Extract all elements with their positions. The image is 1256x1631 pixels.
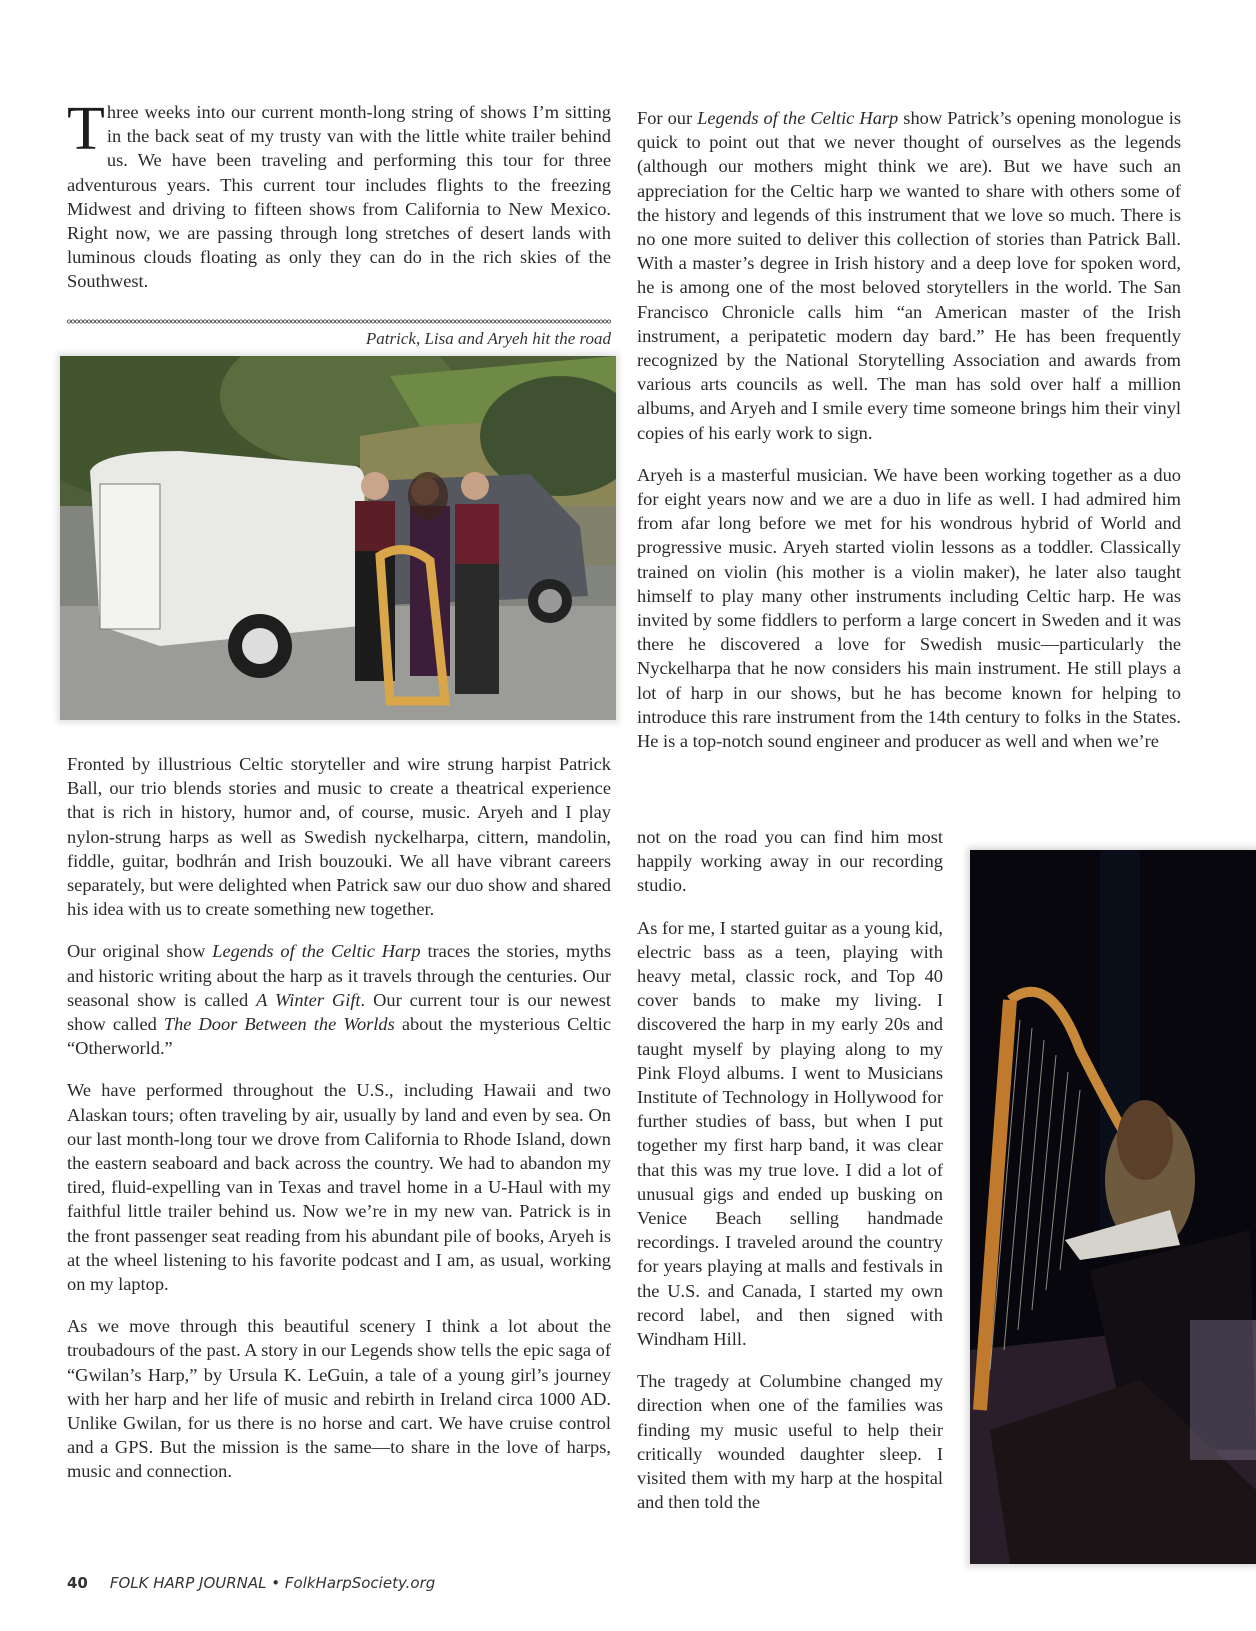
left-column-body bbox=[67, 752, 611, 1502]
trio-with-trailer-photo bbox=[60, 356, 616, 720]
text-run: . Our current tour is our newest show called bbox=[67, 989, 611, 1035]
text-run: traces the stories, myths and historic writing about the harp as it travels through the centuries. Our seasonal show is called bbox=[67, 941, 611, 1010]
paragraph-trio: Fronted by illustrious Celtic storyteller and wire strung harpist Patrick Ball, our trio blends stories and music to create a theatrical experience that is rich in history, humor and, of course, music. Aryeh and I play nylon-strung harps as well as Swedish nyckelharpa, cittern, mandolin, fiddle, guitar, bodhrán and Irish bouzouki. We all have vibrant careers separately, but were delighted when Patrick saw our duo show and shared his idea with us to create something new together. bbox=[67, 754, 611, 920]
right-column-body bbox=[637, 106, 1181, 771]
paragraph-shows bbox=[67, 939, 611, 1060]
paragraph-patrick bbox=[637, 106, 1181, 445]
paragraph-me: As for me, I started guitar as a young kid, electric bass as a teen, playing with heavy metal, classic rock, and Top 40 cover bands to make my living. I discovered the harp in my early 20s and taught myself by playing along to my Pink Floyd albums. I went to Musicians Institute of Technology in Hollywood for further studies of bass, but when I put together my first harp band, it was clear that this was my true love. I did a lot of unusual gigs and ended up busking on Venice Beach selling handmade recordings. I traveled around the country for years playing at malls and festivals in the U.S. and Canada, I started my own record label, and then signed with Windham Hill. bbox=[637, 917, 943, 1350]
photo-illustration bbox=[970, 850, 1256, 1564]
right-column-narrow bbox=[637, 825, 943, 1532]
ornamental-divider bbox=[67, 318, 611, 325]
show-title: A Winter Gift bbox=[256, 989, 361, 1010]
intro-paragraph bbox=[67, 95, 611, 312]
journal-title: FOLK HARP JOURNAL • FolkHarpSociety.org bbox=[109, 1574, 436, 1592]
paragraph-aryeh-tail: not on the road you can find him most happily working away in our recording studio. bbox=[637, 827, 943, 896]
photo-illustration bbox=[60, 356, 616, 720]
harpist-stage-photo bbox=[970, 850, 1256, 1564]
text-run: show Patrick’s opening monologue is quick to point out that we never thought of ourselves as the legends (although our mothers might think we are). But we have such an appreciation for the Celtic harp we wanted to share with others some of the history and legends of this instrument that we love so much. There is no one more suited to deliver this collection of stories than Patrick Ball. With a master’s degree in Irish history and a deep love for spoken word, he is among one of the most beloved storytellers in the world. The San Francisco Chronicle calls him “an American master of the Irish instrument, a peripatetic modern day bard.” He has been frequently recognized by the National Storytelling Association and awards from various arts councils as well. The man has sold over half a million albums, and Aryeh and I smile every time someone brings him their vinyl copies of his early work to sign. bbox=[637, 108, 1181, 443]
paragraph-travels: We have performed throughout the U.S., including Hawaii and two Alaskan tours; often traveling by air, usually by land and even by sea. On our last month-long tour we drove from California to Rhode Island, down the eastern seaboard and back across the country. We had to abandon my tired, fluid-expelling van in Texas and travel home in a U-Haul with my faithful little trailer behind us. Now we’re in my new van. Patrick is in the front passenger seat reading from his abundant pile of books, Aryeh is at the wheel listening to his favorite podcast and I am, as usual, working on my laptop. bbox=[67, 1080, 611, 1295]
paragraph-troubadours: As we move through this beautiful scenery I think a lot about the troubadours of the past. A story in our Legends show tells the epic saga of “Gwilan’s Harp,” by Ursula K. LeGuin, a tale of a young girl’s journey with her harp and her life of music and rebirth in Ireland circa 1000 AD. Unlike Gwilan, for us there is no horse and cart. We have cruise control and a GPS. But the mission is the same—to share in the love of harps, music and connection. bbox=[67, 1316, 611, 1482]
show-title: The Door Between the Worlds bbox=[163, 1014, 395, 1035]
drop-cap: T bbox=[67, 95, 105, 163]
page-footer bbox=[67, 1574, 435, 1592]
text-run: For our bbox=[637, 108, 698, 128]
photo-caption: Patrick, Lisa and Aryeh hit the road bbox=[365, 329, 611, 348]
show-title: Legends of the Celtic Harp bbox=[697, 108, 899, 128]
intro-text bbox=[67, 95, 611, 294]
paragraph-aryeh: Aryeh is a masterful musician. We have been working together as a duo for eight years now and we are a duo in life as well. I had admired him from afar long before we met for his wondrous hybrid of World and progressive music. Aryeh started violin lessons as a toddler. Classically trained on violin (his mother is a violin maker), he later also taught himself to play many other instruments including Celtic harp. He was invited by some fiddlers to perform a large concert in Sweden and it was there he discovered a love for Swedish music—particularly the Nyckelharpa that he now considers his main instrument. He still plays a lot of harp in our shows, but he has become known for helping to introduce this rare instrument from the 14th century to folks in the States. He is a top-notch sound engineer and producer as well and when we’re bbox=[637, 464, 1181, 752]
text-run: about the mysterious Celtic “Otherworld.” bbox=[67, 1014, 611, 1059]
show-title: Legends of the Celtic Harp bbox=[212, 941, 421, 962]
page-number: 40 bbox=[67, 1574, 88, 1592]
intro-body: hree weeks into our current month-long string of shows I’m sitting in the back seat of my trusty van with the little white trailer behind us. We have been traveling and performing this tour for three adventurous years. This current tour includes flights to the freezing Midwest and driving to fifteen shows from California to New Mexico. Right now, we are passing through long stretches of desert lands with luminous clouds floating as only they can do in the rich skies of the Southwest. bbox=[67, 102, 611, 292]
paragraph-columbine: The tragedy at Columbine changed my direction when one of the families was finding my music useful to help their critically wounded daughter sleep. I visited them with my harp at the hospital and then told the bbox=[637, 1371, 943, 1513]
text-run: Our original show bbox=[67, 941, 213, 962]
